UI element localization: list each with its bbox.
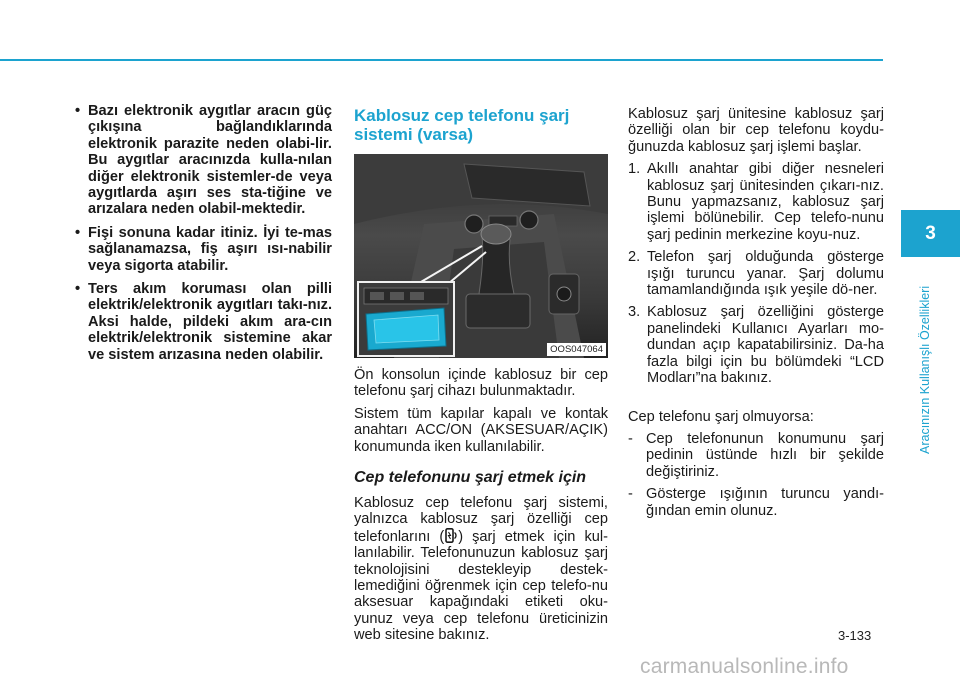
subsection-title: Cep telefonunu şarj etmek için bbox=[354, 469, 587, 487]
console-illustration bbox=[354, 154, 608, 358]
step-item bbox=[628, 304, 884, 386]
paragraph-text-start: Kablosuz cep telefonu şarj sistemi, yalnızca kablosuz şarj özelliği cep telefonlarını ( bbox=[354, 495, 608, 545]
wireless-charging-column bbox=[354, 106, 608, 650]
header-rule bbox=[0, 59, 883, 61]
intro-paragraph: Kablosuz şarj ünitesine kablosuz şarj özelliği olan bir cep telefonu koydu-ğunuzda kablosuz şarj işlemi başlar. bbox=[628, 106, 884, 155]
trouble-list bbox=[628, 431, 884, 519]
steps-list bbox=[628, 161, 884, 386]
step-number: 3. bbox=[628, 304, 641, 321]
step-number: 1. bbox=[628, 161, 641, 178]
step-text: Telefon şarj olduğunda gösterge ışığı turuncu yanar. Şarj dolumu tamamlandığında ışık yeşile dö-ner. bbox=[647, 249, 884, 299]
trouble-item: - Gösterge ışığının turuncu yandı-ğından emin olunuz. bbox=[628, 486, 884, 519]
paragraph-text-end: ) şarj etmek için kul-lanılabilir. Telefonunuzun kablosuz şarj teknolojisini destekleyip destek-lemediğini öğrenmek için cep telefo-nu aksesuar kapağındaki etiketi oku-yunuz veya cep telefonu üreticinizin web sitesine bakınız. bbox=[354, 528, 609, 644]
photo-code: OOS047064 bbox=[547, 343, 606, 356]
paragraph: Sistem tüm kapılar kapalı ve kontak anahtarı ACC/ON (AKSESUAR/AÇIK) konumunda iken kullanılabilir. bbox=[354, 405, 608, 455]
step-number: 2. bbox=[628, 249, 641, 266]
procedure-column bbox=[628, 106, 884, 525]
console-photo bbox=[354, 154, 608, 358]
trouble-item: - Cep telefonunun konumunu şarj pedinin üstünde hızlı bir şekilde değiştiriniz. bbox=[628, 431, 884, 480]
chapter-tab: 3 bbox=[901, 210, 960, 257]
paragraph-with-icon bbox=[354, 495, 608, 644]
step-text: Kablosuz şarj özelliğini gösterge panelindeki Kullanıcı Ayarları mo-dundan açıp kapatabilirsiniz. Da-ha fazla bilgi için bu bölümdeki “LCD Modları”na bakınız. bbox=[647, 304, 884, 387]
page-number: 3-133 bbox=[838, 628, 872, 643]
trouble-title: Cep telefonu şarj olmuyorsa: bbox=[628, 408, 814, 425]
caution-item: • Bazı elektronik aygıtlar aracın güç çıkışına bağlandıklarında elektronik parazite neden olabi-lir. Bu aygıtlar aracınızda kulla-nılan diğer elektronik sistemler-de veya aygıtlarda aşırı ses sta-tiğine ve arızalara neden olabil-mektedir. bbox=[70, 103, 332, 218]
step-text: Akıllı anahtar gibi diğer nesneleri kablosuz şarj ünitesinden çıkarı-nız. Bunu yapmazsanız, kablosuz şarj işlemi bölünebilir. Cep telefo-nunu şarj pedinin merkezine koyu-nuz. bbox=[647, 161, 884, 243]
watermark: carmanualsonline.info bbox=[640, 655, 849, 678]
caution-item: • Ters akım koruması olan pilli elektrik/elektronik aygıtları takı-nız. Aksi halde, pildeki akım ara-cın elektrik/elektronik sistemine akar ve sistem arızasına neden olabilir. bbox=[70, 281, 332, 363]
caution-list bbox=[70, 103, 332, 363]
spacer bbox=[628, 393, 884, 409]
chapter-label: Aracınızın Kullanışlı Özellikleri bbox=[918, 285, 932, 455]
step-item bbox=[628, 161, 884, 243]
caution-item: • Fişi sonuna kadar itiniz. İyi te-mas sağlanamazsa, fiş aşırı ısı-nabilir veya sigorta atabilir. bbox=[70, 225, 332, 274]
paragraph: Ön konsolun içinde kablosuz bir cep telefonu şarj cihazı bulunmaktadır. bbox=[354, 367, 608, 400]
wireless-charging-icon bbox=[444, 528, 458, 543]
step-item bbox=[628, 249, 884, 298]
caution-column bbox=[70, 103, 332, 370]
section-title: Kablosuz cep telefonu şarj sistemi (varsa) bbox=[354, 106, 570, 144]
